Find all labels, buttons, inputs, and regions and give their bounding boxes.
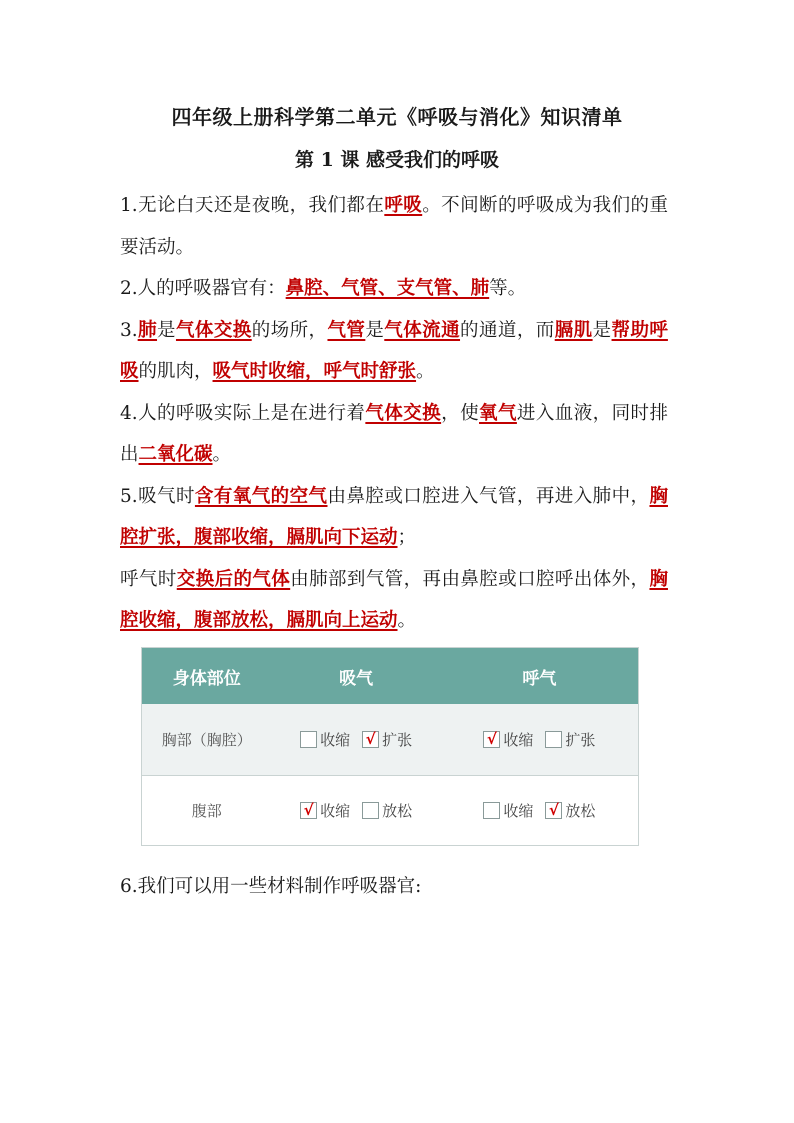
option-contract xyxy=(300,800,350,821)
text-run: 的场所， xyxy=(251,319,328,341)
paragraph-3 xyxy=(120,310,668,393)
text-run: 的肌肉， xyxy=(138,361,213,382)
lesson-title: 第 1 课 感受我们的呼吸 xyxy=(294,149,500,171)
text-run: 5.吸气时 xyxy=(120,485,195,507)
text-run: 呼气时 xyxy=(120,568,177,590)
abdomen-exhale-options xyxy=(441,776,638,845)
chest-inhale-options xyxy=(271,704,440,775)
document-body-continued xyxy=(120,866,668,908)
text-run: 是 xyxy=(592,319,612,341)
text-run: 2.人的呼吸器官有： xyxy=(120,278,286,299)
paragraph-4 xyxy=(120,393,668,476)
checkbox[interactable]: √ xyxy=(483,731,500,748)
checkbox[interactable] xyxy=(483,802,500,819)
paragraph-5 xyxy=(120,476,668,559)
option-label: 放松 xyxy=(382,802,413,820)
answer-highlight: 氧气 xyxy=(479,402,517,424)
breathing-table xyxy=(141,647,639,846)
text-run: 由鼻腔或口腔进入气管，再进入肺中， xyxy=(327,485,650,507)
header-exhale: 呼气 xyxy=(522,668,557,689)
answer-highlight: 胸腔收缩，腹部放松，膈肌向上运动 xyxy=(120,568,668,631)
answer-highlight: 二氧化碳 xyxy=(138,444,213,465)
text-run: 是 xyxy=(157,319,176,341)
option-label: 收缩 xyxy=(503,802,534,820)
option-label: 收缩 xyxy=(320,802,351,820)
checkbox[interactable] xyxy=(545,731,562,748)
text-run: 是 xyxy=(365,319,385,341)
checkbox[interactable]: √ xyxy=(545,802,562,819)
paragraph-7: 6.我们可以用一些材料制作呼吸器官: xyxy=(120,876,422,897)
text-run: 的通道，而 xyxy=(460,319,555,341)
table-row-chest xyxy=(142,704,638,776)
text-run: 1.无论白天还是夜晚，我们都在 xyxy=(120,195,385,216)
text-run: 3. xyxy=(120,319,138,341)
text-run: ； xyxy=(397,527,417,548)
option-contract xyxy=(483,729,533,750)
option-relax xyxy=(362,800,412,821)
text-run: 。 xyxy=(416,361,435,382)
answer-highlight: 气管 xyxy=(327,319,366,341)
text-run: 。不间断的呼吸成为我们的重要活动。 xyxy=(120,195,668,258)
checkbox[interactable]: √ xyxy=(362,731,379,748)
option-label: 扩张 xyxy=(565,731,596,749)
row-label-abdomen: 腹部 xyxy=(191,802,222,820)
document-title: 四年级上册科学第二单元《呼吸与消化》知识清单 xyxy=(171,105,623,129)
text-run: 。 xyxy=(397,610,417,631)
checkbox[interactable] xyxy=(362,802,379,819)
document-body xyxy=(120,185,668,642)
option-relax xyxy=(545,800,595,821)
option-label: 放松 xyxy=(565,802,596,820)
checkbox[interactable] xyxy=(300,731,317,748)
answer-highlight: 含有氧气的空气 xyxy=(194,485,328,507)
paragraph-1 xyxy=(120,185,668,268)
answer-highlight: 气体交换 xyxy=(365,402,442,424)
text-run: 4.人的呼吸实际上是在进行着 xyxy=(120,402,366,424)
chest-exhale-options xyxy=(441,704,638,775)
table-row-abdomen xyxy=(142,776,638,845)
row-label-chest: 胸部（胸腔） xyxy=(161,731,252,749)
answer-highlight: 帮助呼吸 xyxy=(120,319,668,382)
option-label: 扩张 xyxy=(382,731,413,749)
option-label: 收缩 xyxy=(320,731,351,749)
option-contract xyxy=(483,800,533,821)
option-expand xyxy=(362,729,412,750)
text-run: 由肺部到气管，再由鼻腔或口腔呼出体外， xyxy=(290,568,650,590)
text-run: 。 xyxy=(212,444,232,465)
text-run: 进入血液，同时排出 xyxy=(120,402,668,465)
text-run: ，使 xyxy=(441,402,480,424)
answer-highlight: 胸腔扩张，腹部收缩，膈肌向下运动 xyxy=(120,485,668,548)
paragraph-2 xyxy=(120,268,668,310)
text-run: 等。 xyxy=(489,278,527,299)
answer-highlight: 膈肌 xyxy=(554,319,593,341)
paragraph-6 xyxy=(120,559,668,642)
answer-highlight: 吸气时收缩，呼气时舒张 xyxy=(212,361,417,382)
option-contract xyxy=(300,729,350,750)
option-label: 收缩 xyxy=(503,731,534,749)
answer-highlight: 呼吸 xyxy=(384,195,423,216)
answer-highlight: 气体流通 xyxy=(384,319,461,341)
abdomen-inhale-options xyxy=(271,776,440,845)
header-body-part: 身体部位 xyxy=(172,668,241,689)
checkbox[interactable]: √ xyxy=(300,802,317,819)
answer-highlight: 交换后的气体 xyxy=(176,568,291,590)
table-header-row xyxy=(142,648,638,704)
option-expand xyxy=(545,729,595,750)
answer-highlight: 肺 xyxy=(137,319,158,341)
answer-highlight: 鼻腔、气管、支气管、肺 xyxy=(285,278,490,299)
answer-highlight: 气体交换 xyxy=(175,319,252,341)
header-inhale: 吸气 xyxy=(339,668,374,689)
